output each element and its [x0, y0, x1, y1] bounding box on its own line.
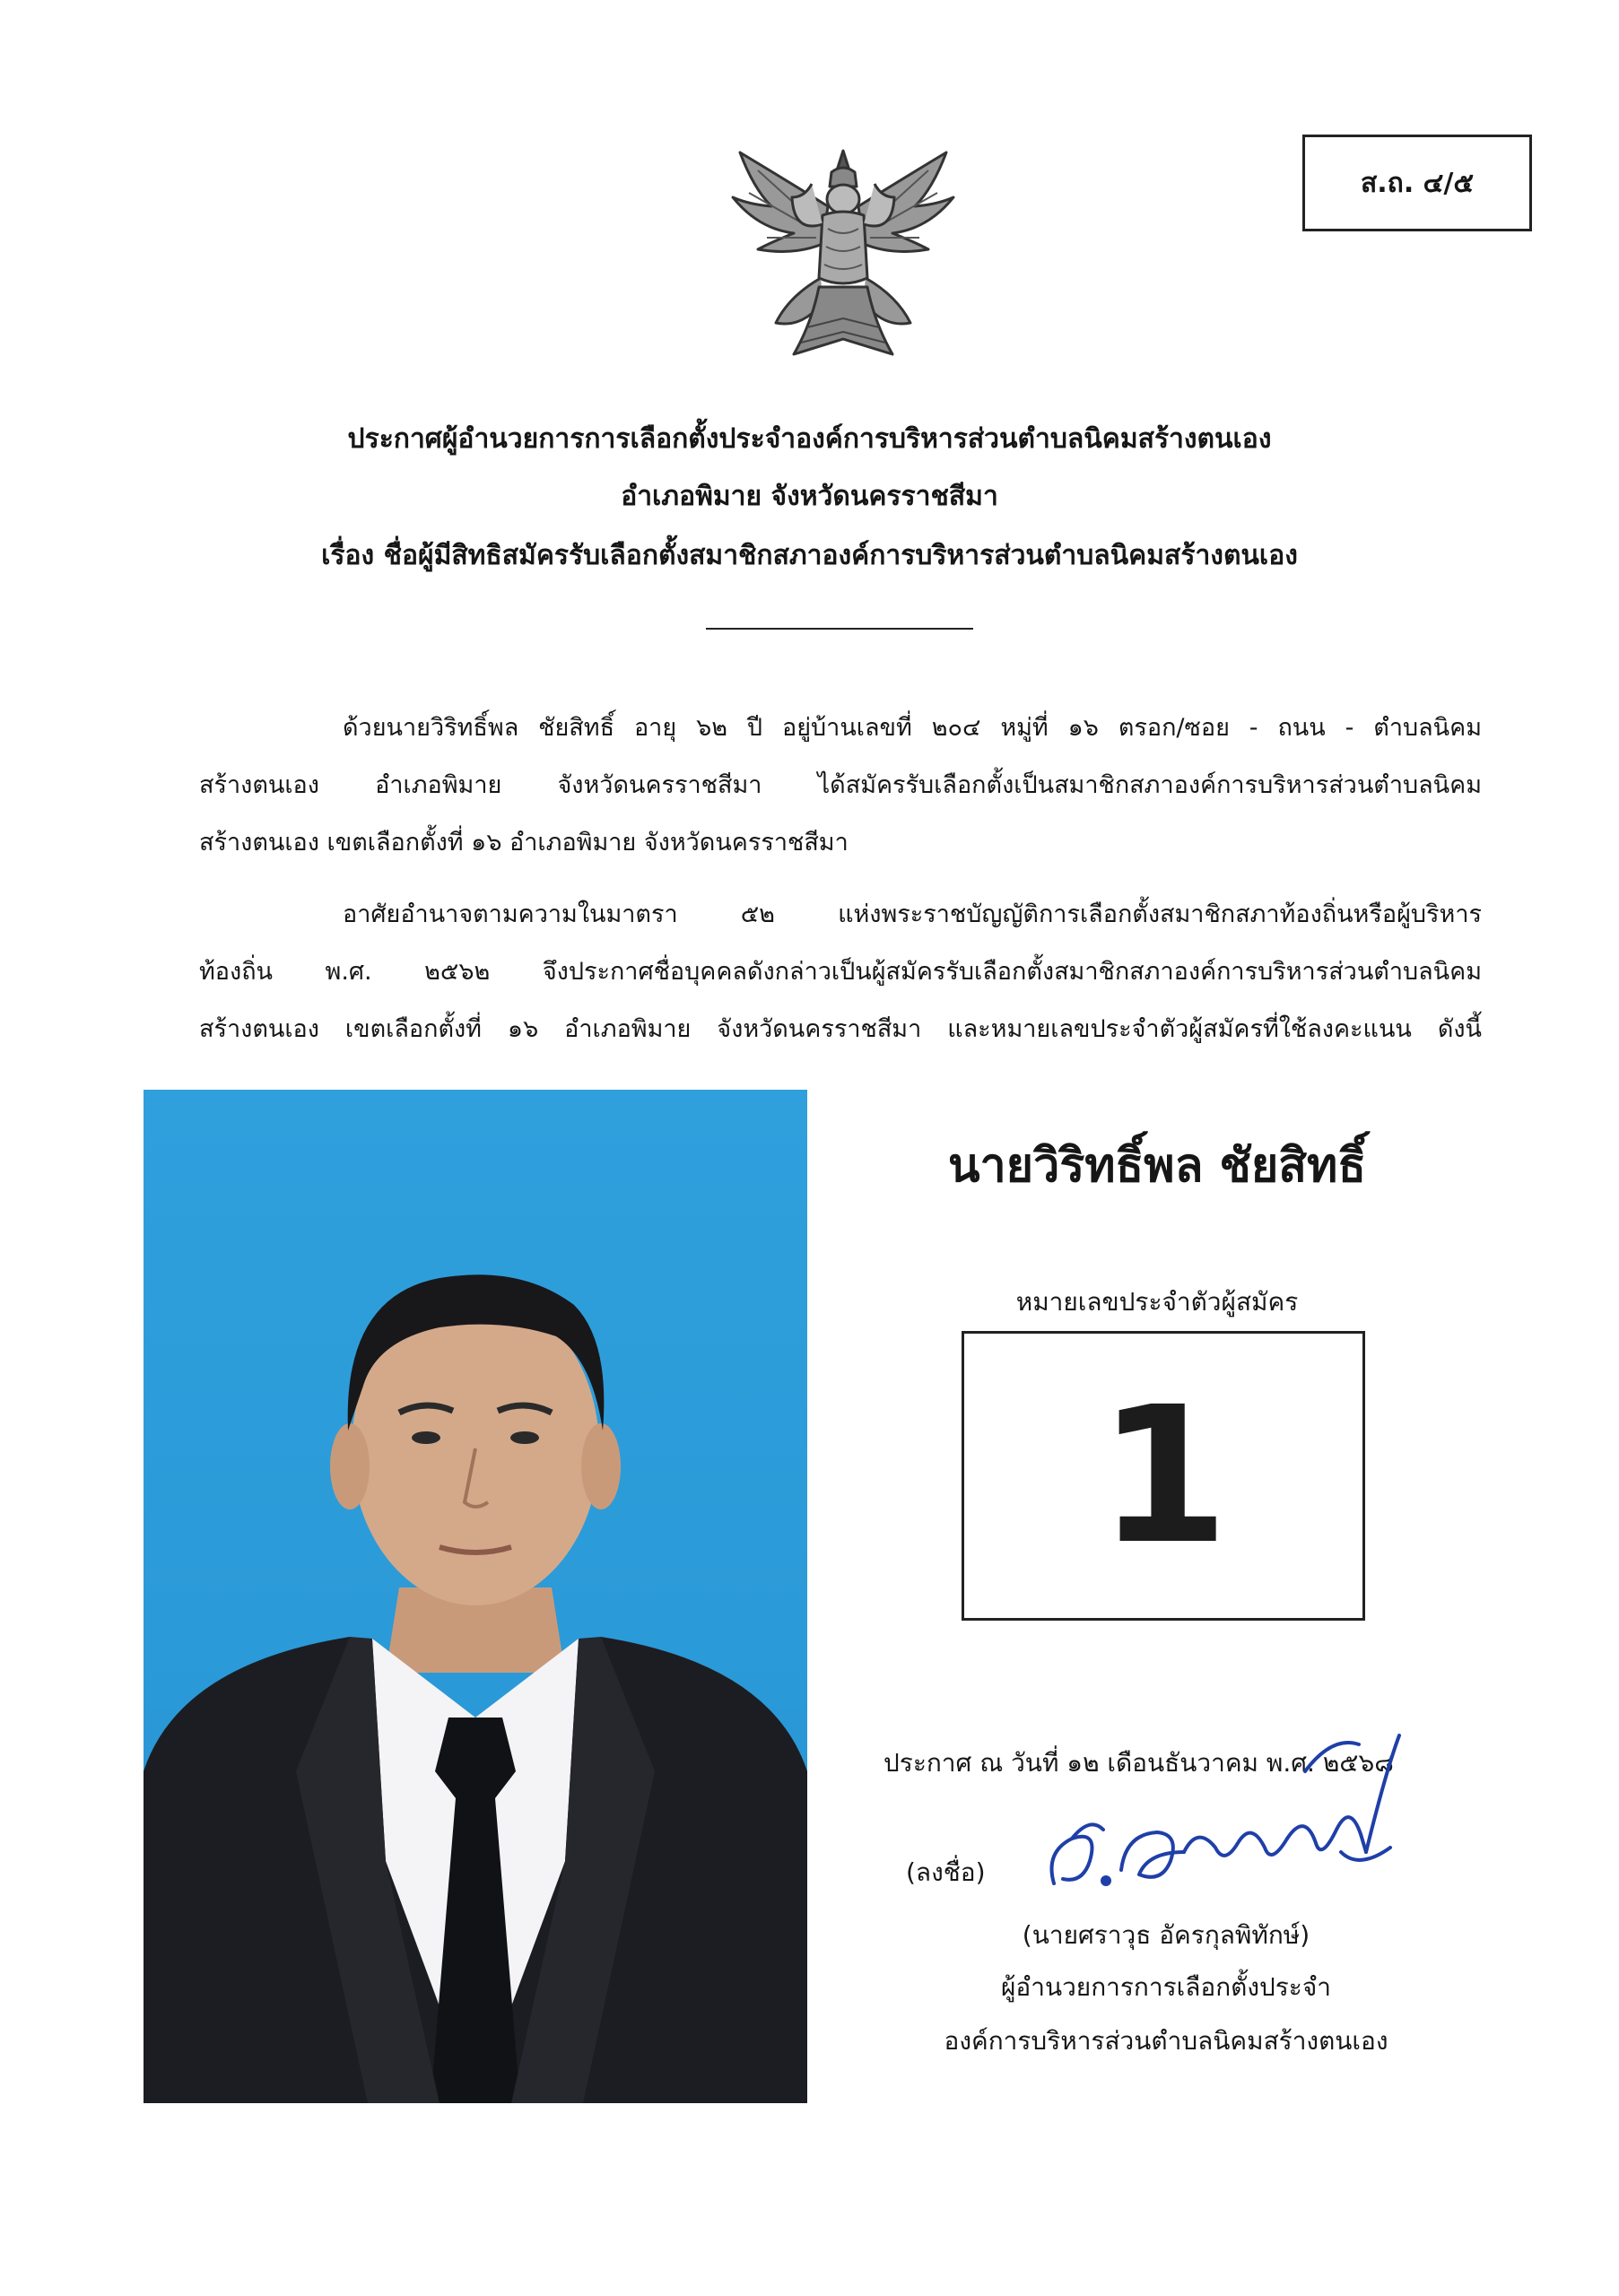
heading-divider [706, 628, 973, 630]
paragraph-line: สร้างตนเอง เขตเลือกตั้งที่ ๑๖ อำเภอพิมาย จังหวัดนครราชสีมา และหมายเลขประจำตัวผู้สมัครที่ใช้ลงคะแนน ดังนี้ [199, 1015, 1482, 1043]
candidate-portrait-illustration [144, 1090, 807, 2103]
signer-organization: องค์การบริหารส่วนตำบลนิคมสร้างตนเอง [944, 2026, 1388, 2056]
candidate-number: 1 [1097, 1365, 1230, 1586]
candidate-number-box [962, 1331, 1365, 1621]
paragraph-line: อาศัยอำนาจตามความในมาตรา ๕๒ แห่งพระราชบัญญัติการเลือกตั้งสมาชิกสภาท้องถิ่นหรือผู้บริหาร [343, 900, 1482, 928]
signer-name: (นายศราวุธ อัครกุลพิทักษ์) [1022, 1920, 1310, 1950]
candidate-number-caption: หมายเลขประจำตัวผู้สมัคร [1015, 1287, 1299, 1317]
heading-district: อำเภอพิมาย จังหวัดนครราชสีมา [621, 481, 998, 512]
heading-subject: เรื่อง ชื่อผู้มีสิทธิสมัครรับเลือกตั้งสมาชิกสภาองค์การบริหารส่วนตำบลนิคมสร้างตนเอง [321, 540, 1298, 571]
paragraph-candidate-info [199, 700, 1482, 872]
handwritten-signature [1036, 1718, 1413, 1910]
candidate-name: นายวิริทธิ์พล ชัยสิทธิ์ [947, 1139, 1367, 1193]
signer-position: ผู้อำนวยการการเลือกตั้งประจำ [1001, 1972, 1331, 2002]
paragraph-legal-basis [199, 886, 1482, 1058]
form-code-box [1302, 135, 1532, 231]
paragraph-line: ด้วยนายวิริทธิ์พล ชัยสิทธิ์ อายุ ๖๒ ปี อยู่บ้านเลขที่ ๒๐๔ หมู่ที่ ๑๖ ตรอก/ซอย - ถนน - ตำบลนิคม [343, 714, 1482, 742]
heading-title: ประกาศผู้อำนวยการการเลือกตั้งประจำองค์การบริหารส่วนตำบลนิคมสร้างตนเอง [347, 423, 1272, 455]
paragraph-line: สร้างตนเอง เขตเลือกตั้งที่ ๑๖ อำเภอพิมาย จังหวัดนครราชสีมา [199, 829, 849, 857]
garuda-emblem-icon [722, 144, 964, 363]
form-code-label: ส.ถ. ๔/๕ [1360, 167, 1475, 199]
sign-label: (ลงชื่อ) [906, 1857, 986, 1887]
paragraph-line: ท้องถิ่น พ.ศ. ๒๕๖๒ จึงประกาศชื่อบุคคลดังกล่าวเป็นผู้สมัครรับเลือกตั้งสมาชิกสภาองค์การบริหารส่วนตำบลนิคม [199, 958, 1482, 986]
announcement-date: ประกาศ ณ วันที่ ๑๒ เดือนธันวาคม พ.ศ. ๒๕๖๘ [883, 1748, 1394, 1778]
candidate-photo [144, 1090, 807, 2103]
paragraph-line: สร้างตนเอง อำเภอพิมาย จังหวัดนครราชสีมา ได้สมัครรับเลือกตั้งเป็นสมาชิกสภาองค์การบริหารส่วนตำบลนิคม [199, 771, 1482, 799]
